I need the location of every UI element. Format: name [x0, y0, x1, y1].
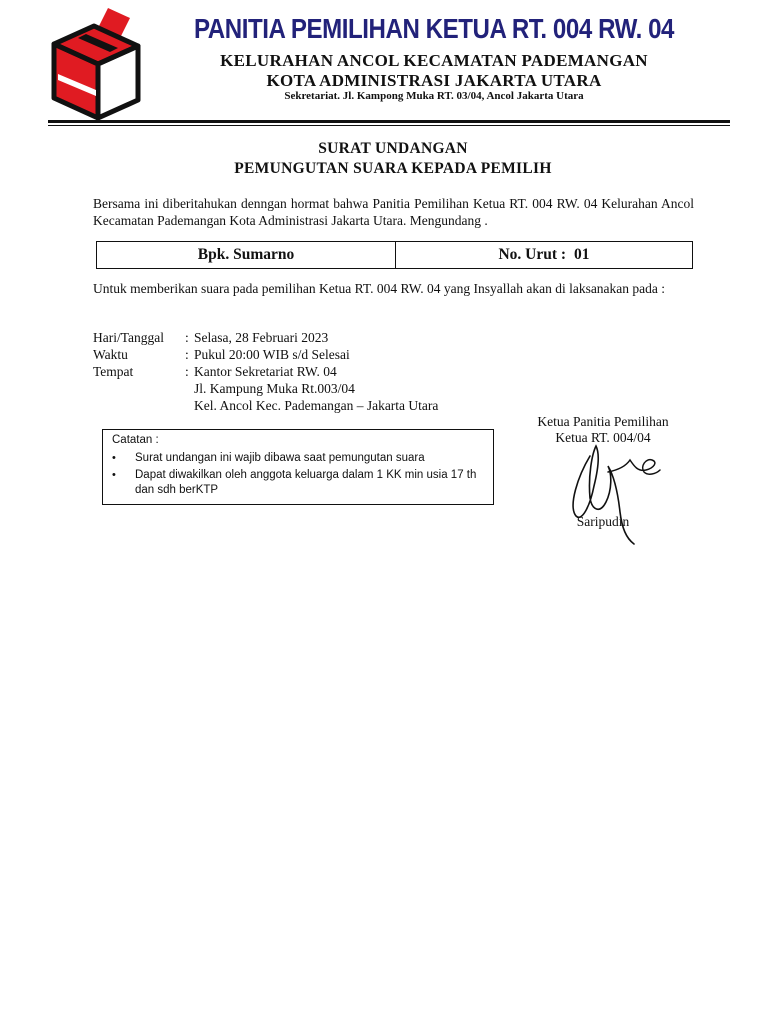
org-subtitle-district: KELURAHAN ANCOL KECAMATAN PADEMANGAN — [220, 51, 648, 70]
invitee-box — [96, 241, 693, 269]
letterhead-divider-thick — [48, 120, 730, 123]
org-title: PANITIA PEMILIHAN KETUA RT. 004 RW. 04 — [193, 13, 675, 44]
invitee-number-cell — [396, 242, 692, 268]
place-colon: : — [185, 364, 189, 379]
signature-role: Ketua Panitia Pemilihan — [537, 414, 669, 429]
org-subtitle-city: KOTA ADMINISTRASI JAKARTA UTARA — [266, 71, 602, 90]
invitee-number: 01 — [574, 246, 590, 263]
date-label: Hari/Tanggal — [93, 330, 165, 345]
letterhead-divider-thin — [48, 125, 730, 126]
purpose-paragraph: Untuk memberikan suara pada pemilihan Ketua RT. 004 RW. 04 yang Insyallah akan di laksanakan pada : — [93, 281, 666, 296]
letter-type: SURAT UNDANGAN — [318, 140, 468, 157]
letter-subject: PEMUNGUTAN SUARA KEPADA PEMILIH — [234, 160, 552, 177]
ballot-box-icon — [48, 4, 144, 122]
place-value-line: Jl. Kampung Muka Rt.003/04 — [194, 381, 355, 396]
time-label: Waktu — [93, 347, 128, 362]
notes-title: Catatan : — [112, 434, 159, 446]
detail-row-date — [93, 329, 328, 346]
place-value-line: Kantor Sekretariat RW. 04 — [194, 364, 337, 379]
detail-row-time — [93, 346, 350, 363]
signer-name: Saripudin — [576, 514, 630, 529]
date-colon: : — [185, 330, 189, 345]
notes-box — [102, 429, 494, 505]
invitee-number-label: No. Urut : — [498, 246, 567, 263]
time-colon: : — [185, 347, 189, 362]
signature-role: Ketua RT. 004/04 — [555, 430, 651, 445]
note-text: Dapat diwakilkan oleh anggota keluarga dalam 1 KK min usia 17 th dan sdh berKTP — [135, 469, 477, 496]
detail-row-place — [93, 363, 337, 380]
place-value-line: Kel. Ancol Kec. Pademangan – Jakarta Utara — [194, 398, 439, 413]
org-address: Sekretariat. Jl. Kampong Muka RT. 03/04, Ancol Jakarta Utara — [284, 90, 584, 102]
note-text: Surat undangan ini wajib dibawa saat pemungutan suara — [135, 452, 425, 464]
invitee-name: Bpk. Sumarno — [97, 242, 396, 268]
bullet-icon: • — [112, 469, 116, 481]
intro-paragraph: Bersama ini diberitahukan denngan hormat bahwa Panitia Pemilihan Ketua RT. 004 RW. 04 Kelurahan Ancol Kecamatan Pademangan Kota Administrasi Jakarta Utara. Mengundang . — [93, 196, 694, 228]
time-value: Pukul 20:00 WIB s/d Selesai — [194, 347, 350, 362]
place-label: Tempat — [93, 364, 134, 379]
note-item — [112, 451, 477, 466]
bullet-icon: • — [112, 452, 116, 464]
date-value: Selasa, 28 Februari 2023 — [194, 330, 329, 345]
note-item — [112, 468, 477, 498]
